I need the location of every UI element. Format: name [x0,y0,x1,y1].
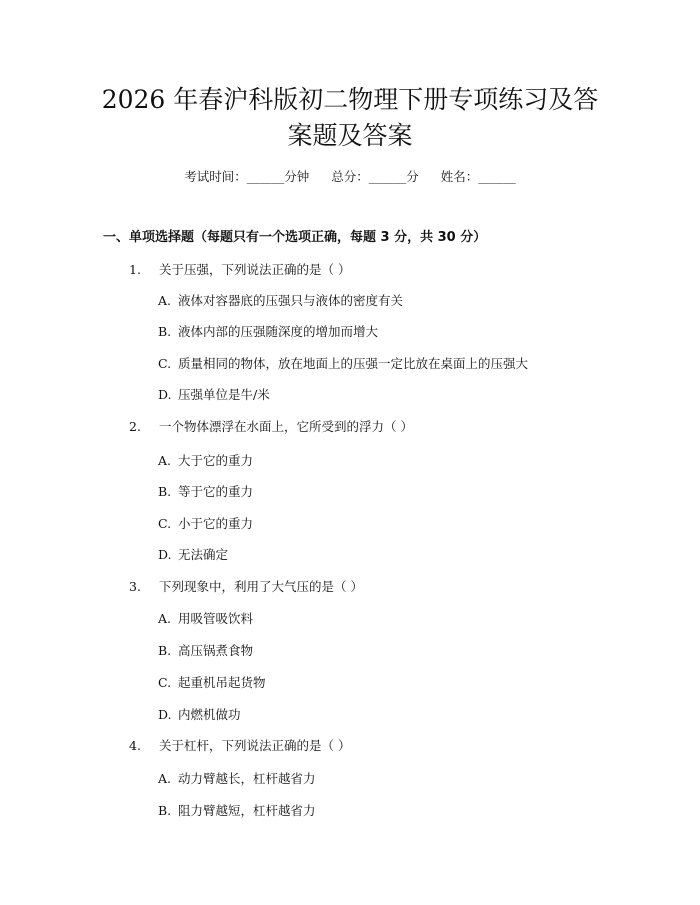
question-3-option-d [158,706,241,724]
option-letter: C. [158,675,172,690]
question-2-option-c [158,515,253,533]
question-1-option-a [158,292,403,310]
question-3-option-a [158,610,253,628]
question-3-option-b [158,642,253,660]
question-1-option-c [158,355,528,373]
option-letter: C. [158,516,172,531]
option-letter: A. [158,611,172,626]
option-letter: D. [158,707,172,722]
question-text: 关于杠杆，下列说法正确的是（ ） [159,738,351,753]
option-text: 等于它的重力 [178,484,254,499]
option-text: 质量相同的物体，放在地面上的压强一定比放在桌面上的压强大 [178,356,529,371]
question-number: 3. [129,579,141,594]
question-number: 2. [129,419,141,434]
question-3 [129,578,363,596]
question-4 [129,737,350,755]
question-1 [129,261,350,279]
question-2-option-a [158,452,253,470]
option-text: 液体内部的压强随深度的增加而增大 [178,324,379,339]
option-text: 液体对容器底的压强只与液体的密度有关 [178,293,404,308]
question-2 [129,418,413,436]
option-letter: A. [158,771,172,786]
option-letter: B. [158,484,172,499]
section-heading: 一、单项选择题（每题只有一个选项正确，每题 3 分，共 30 分） [103,230,487,245]
option-text: 压强单位是牛/米 [178,387,270,402]
option-letter: A. [158,453,172,468]
option-text: 高压锅煮食物 [178,643,254,658]
option-text: 内燃机做功 [178,707,241,722]
total-score-field: 总分：______分 [331,169,419,184]
page-title-line-1: 2026 年春沪科版初二物理下册专项练习及答 [101,85,599,114]
question-2-option-d [158,546,228,564]
question-text: 下列现象中，利用了大气压的是（ ） [159,579,363,594]
option-letter: B. [158,643,172,658]
option-text: 小于它的重力 [178,516,254,531]
option-letter: B. [158,803,172,818]
option-text: 无法确定 [178,547,229,562]
question-number: 1. [129,262,141,277]
student-name-field: 姓名：______ [440,169,516,184]
option-letter: D. [158,387,172,402]
question-4-option-a [158,770,316,788]
question-1-option-b [158,323,378,341]
option-text: 阻力臂越短，杠杆越省力 [178,803,316,818]
option-text: 动力臂越长，杠杆越省力 [178,771,316,786]
exam-meta [0,168,700,186]
exam-time-field: 考试时间：______分钟 [184,169,310,184]
question-text: 一个物体漂浮在水面上，它所受到的浮力（ ） [159,419,413,434]
question-text: 关于压强，下列说法正确的是（ ） [159,262,351,277]
question-2-option-b [158,483,253,501]
option-letter: D. [158,547,172,562]
question-3-option-c [158,674,266,692]
question-number: 4. [129,738,141,753]
option-text: 用吸管吸饮料 [178,611,254,626]
page-title-line-2: 案题及答案 [287,121,413,150]
option-letter: A. [158,293,172,308]
question-1-option-d [158,386,270,404]
option-text: 大于它的重力 [178,453,254,468]
option-text: 起重机吊起货物 [178,675,266,690]
question-4-option-b [158,802,316,820]
option-letter: C. [158,356,172,371]
option-letter: B. [158,324,172,339]
